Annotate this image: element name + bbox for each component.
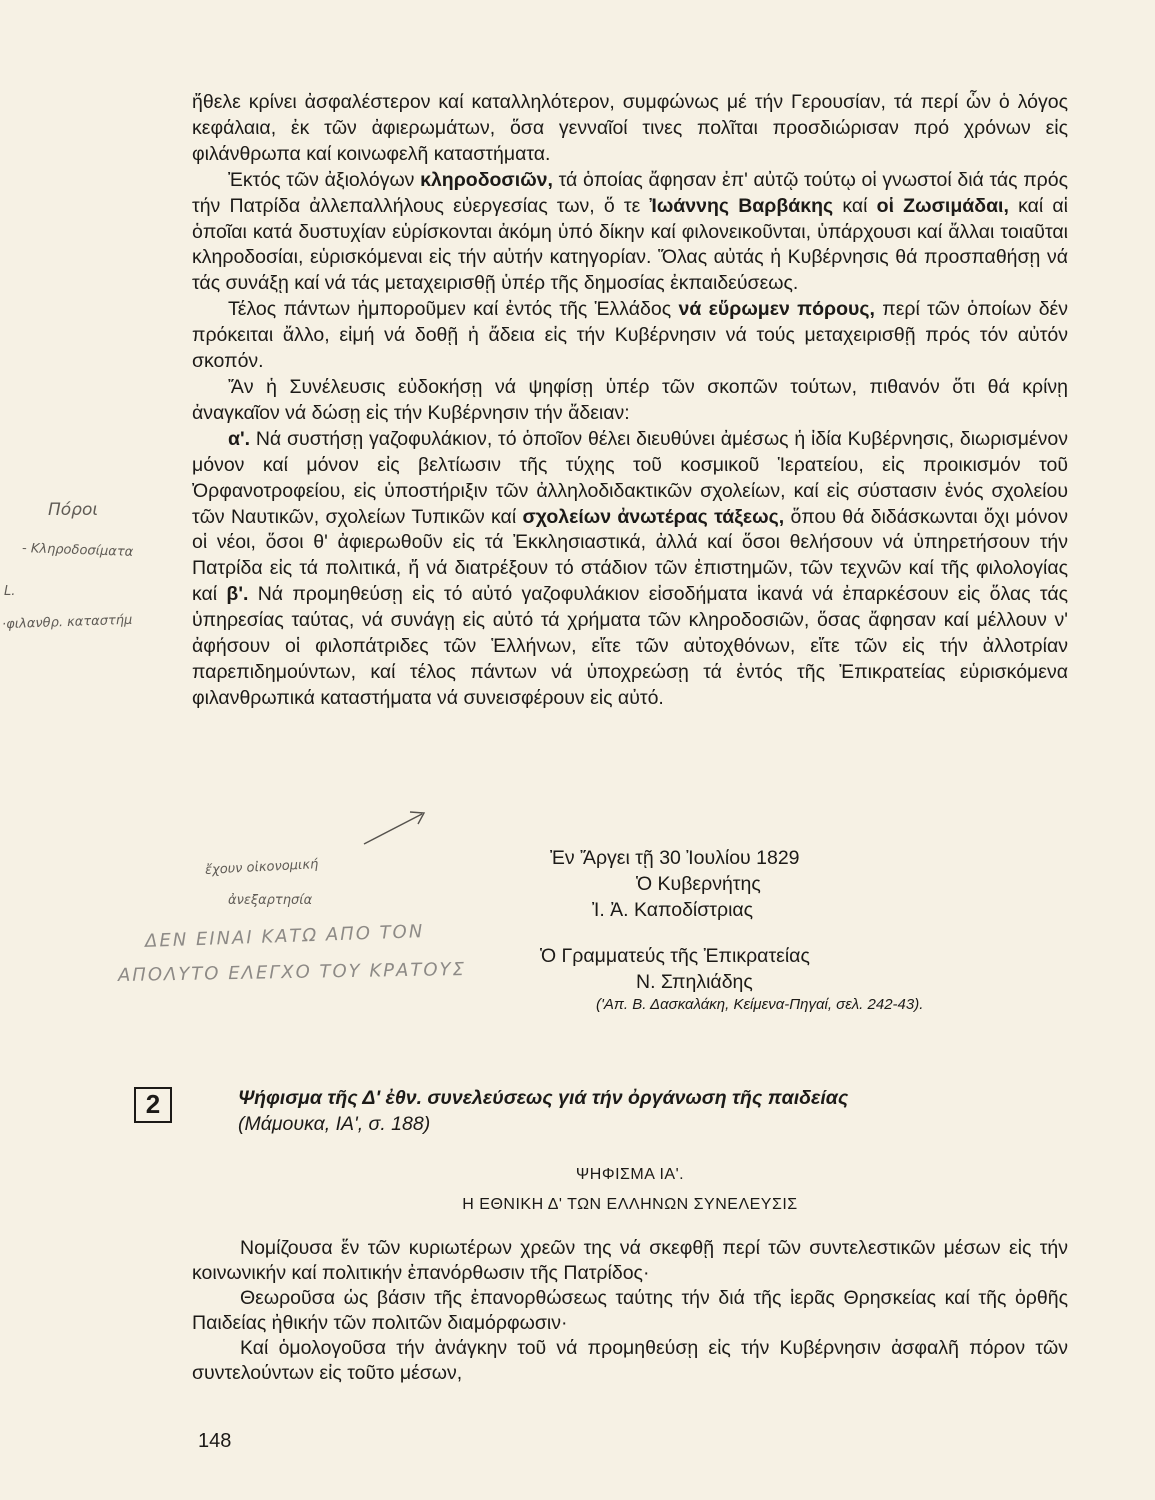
pencil-note-caps-1: ΔΕΝ ΕΙΝΑΙ ΚΑΤΩ ΑΠΟ ΤΟΝ <box>144 921 425 952</box>
signatory-name-1: Ἰ. Ἀ. Καποδίστριας <box>592 899 754 921</box>
margin-note-poroi: Πόροι <box>48 500 99 520</box>
source-citation: ('Απ. Β. Δασκαλάκη, Κείμενα-Πηγαί, σελ. 242-43). <box>596 996 924 1013</box>
decree-paragraph-2: Θεωροῦσα ὡς βάσιν τῆς ἐπανορθώσεως ταύτης τήν διά τῆς ἱερᾶς Θρησκείας καί τῆς ὀρθῆς Παιδείας ἠθικήν τῶν πολιτῶν διαμόρφωσιν· <box>192 1287 1068 1334</box>
decree-text <box>192 1236 1068 1386</box>
section-subtitle: (Μάμουκα, ΙΑ', σ. 188) <box>238 1113 431 1135</box>
margin-note-filanthr: ·φιλανθρ. καταστήμ <box>1 612 133 633</box>
pencil-arrow-icon <box>360 808 430 848</box>
page-number: 148 <box>198 1430 232 1452</box>
paragraph-3: Τέλος πάντων ἠμποροῦμεν καί ἐντός τῆς Ἑλλάδος νά εὕρωμεν πόρους, περί τῶν ὁποίων δέν πρόκειται ἄλλο, εἰμή νά δοθῇ ἡ ἄδεια εἰς τήν Κυβέρνησιν νά τούς μεταχειρισθῇ πρός τόν αὐτόν σκοπόν. <box>192 298 1068 373</box>
paragraph-4: Ἄν ἡ Συνέλευσις εὐδοκήσῃ νά ψηφίσῃ ὑπέρ τῶν σκοπῶν τούτων, πιθανόν ὅτι θά κρίνῃ ἀναγκαῖον νά δώσῃ εἰς τήν Κυβέρνησιν τήν ἄδειαν: <box>192 375 1068 424</box>
handwritten-note-2: ἀνεξαρτησία <box>228 893 313 908</box>
margin-note-klirodosimata: - Κληροδοσίματα <box>21 541 134 560</box>
decree-paragraph-3: Καί ὁμολογοῦσα τήν ἀνάγκην τοῦ νά προμηθεύσῃ εἰς τήν Κυβέρνησιν ἀσφαλῆ πόρον τῶν συντελούντων εἰς τοῦτο μέσων, <box>192 1337 1068 1384</box>
section-title <box>238 1085 1078 1137</box>
paragraph-1: ἤθελε κρίνει ἀσφαλέστερον καί καταλληλότερον, συμφώνως μέ τήν Γερουσίαν, τά περί ὧν ὁ λόγος κεφάλαια, ἐκ τῶν ἀφιερωμάτων, ὅσα γενναῖοί τινες πολῖται προσδιώρισαν πρό χρόνων εἰς φιλάνθρωπα καί κοινωφελῆ καταστήματα. <box>192 91 1068 165</box>
section-number-box: 2 <box>134 1087 172 1123</box>
section-heading: Ψήφισμα τῆς Δ' ἐθν. συνελεύσεως γιά τήν ὀργάνωση τῆς παιδείας <box>238 1087 849 1109</box>
handwritten-note-1: ἔχουν οἰκονομική <box>204 857 319 878</box>
paragraph-5: α'. Νά συστήσῃ γαζοφυλάκιον, τό ὁποῖον θέλει διευθύνει ἀμέσως ἡ ἰδία Κυβέρνησις, διωρισμένον μόνον καί μόνον εἰς βελτίωσιν τῆς τύχης τοῦ κοσμικοῦ Ἱερατείου, εἰς προικισμόν τοῦ Ὀρφανοτροφείου, εἰς ὑποστήριξιν τῶν ἀλληλοδιδακτικῶν σχολείων, καί εἰς σύστασιν ἑνός σχολείου τῶν Ναυτικῶν, σχολείων Τυπικῶν καί σχολείων ἀνωτέρας τάξεως, ὅπου θά διδάσκωνται ὄχι μόνον οἱ νέοι, ὅσοι θ' ἀφιερωθοῦν εἰς τά Ἐκκλησιαστικά, ἀλλά καί ὅσοι θελήσουν νά ὑπηρετήσουν τήν Πατρίδα εἰς τά πολιτικά, ἤ νά διατρέξουν τό στάδιον τῶν ἐπιστημῶν, τῶν τεχνῶν καί τῆς φιλολογίας καί β'. Νά προμηθεύσῃ εἰς τό αὐτό γαζοφυλάκιον εἰσοδήματα ἱκανά νά ἐπαρκέσουν εἰς ὅλας τάς ὑπηρεσίας ταύτας, νά συνάγῃ εἰς αὐτό τά χρήματα τῶν κληροδοσιῶν, ὅσας ἄφησαν καί μέλλουν ν' ἀφήσουν οἱ φιλοπάτριδες τῶν Ἑλλήνων, εἴτε τῶν αὐτοχθόνων, εἴτε τῶν εἰς τήν ἀλλοτρίαν παρεπιδημούντων, καί τέλος πάντων νά ὑποχρεώσῃ τά ἐντός τῆς Ἐπικρατείας εὑρισκόμενα φιλανθρωπικά καταστήματα νά συνεισφέρουν εἰς αὐτό. <box>192 427 1068 709</box>
decree-heading-2: Η ΕΘΝΙΚΗ Δ' ΤΩΝ ΕΛΛΗΝΩΝ ΣΥΝΕΛΕΥΣΙΣ <box>462 1196 798 1213</box>
signatory-role-1: Ὁ Κυβερνήτης <box>636 873 761 895</box>
signatory-role-2: Ὁ Γραμματεύς τῆς Ἐπικρατείας <box>540 945 810 967</box>
pencil-note-caps-2: ΑΠΟΛΥΤΟ ΕΛΕΓΧΟ ΤΟΥ ΚΡΑΤΟΥΣ <box>117 958 467 987</box>
place-date: Ἐν Ἄργει τῇ 30 Ἰουλίου 1829 <box>550 847 800 869</box>
signatory-name-2: Ν. Σπηλιάδης <box>636 971 753 993</box>
signature-block <box>540 846 1080 994</box>
decree-paragraph-1: Νομίζουσα ἕν τῶν κυριωτέρων χρεῶν της νά σκεφθῇ περί τῶν συντελεστικῶν μέσων εἰς τήν κοινωνικήν καί πολιτικήν ἐπανόρθωσιν τῆς Πατρίδος· <box>192 1237 1068 1284</box>
paragraph-2: Ἐκτός τῶν ἀξιολόγων κληροδοσιῶν, τά ὁποίας ἄφησαν ἐπ' αὐτῷ τούτῳ οἱ γνωστοί διά τάς πρός τήν Πατρίδα ἀλλεπαλλήλους εὐεργεσίας των, ὅ τε Ἰωάννης Βαρβάκης καί οἱ Ζωσιμάδαι, καί αἱ ὁποῖαι κατά δυστυχίαν εὑρίσκονται ἀκόμη ὑπό δίκην καί φιλονεικοῦνται, ὑπάρχουσι καί ἄλλαι τοιαῦται κληροδοσίαι, εὑρισκόμεναι εἰς τήν αὐτήν κατηγορίαν. Ὅλας αὐτάς ἡ Κυβέρνησις θά προσπαθήσῃ νά τάς συνάξῃ καί νά τάς μεταχειρισθῇ ὑπέρ τῆς δημοσίας ἐκπαιδεύσεως. <box>192 168 1069 295</box>
margin-note-l: L. <box>4 584 16 599</box>
decree-heading-1: ΨΗΦΙΣΜΑ ΙΑ'. <box>575 1166 685 1183</box>
main-text <box>192 90 1068 712</box>
